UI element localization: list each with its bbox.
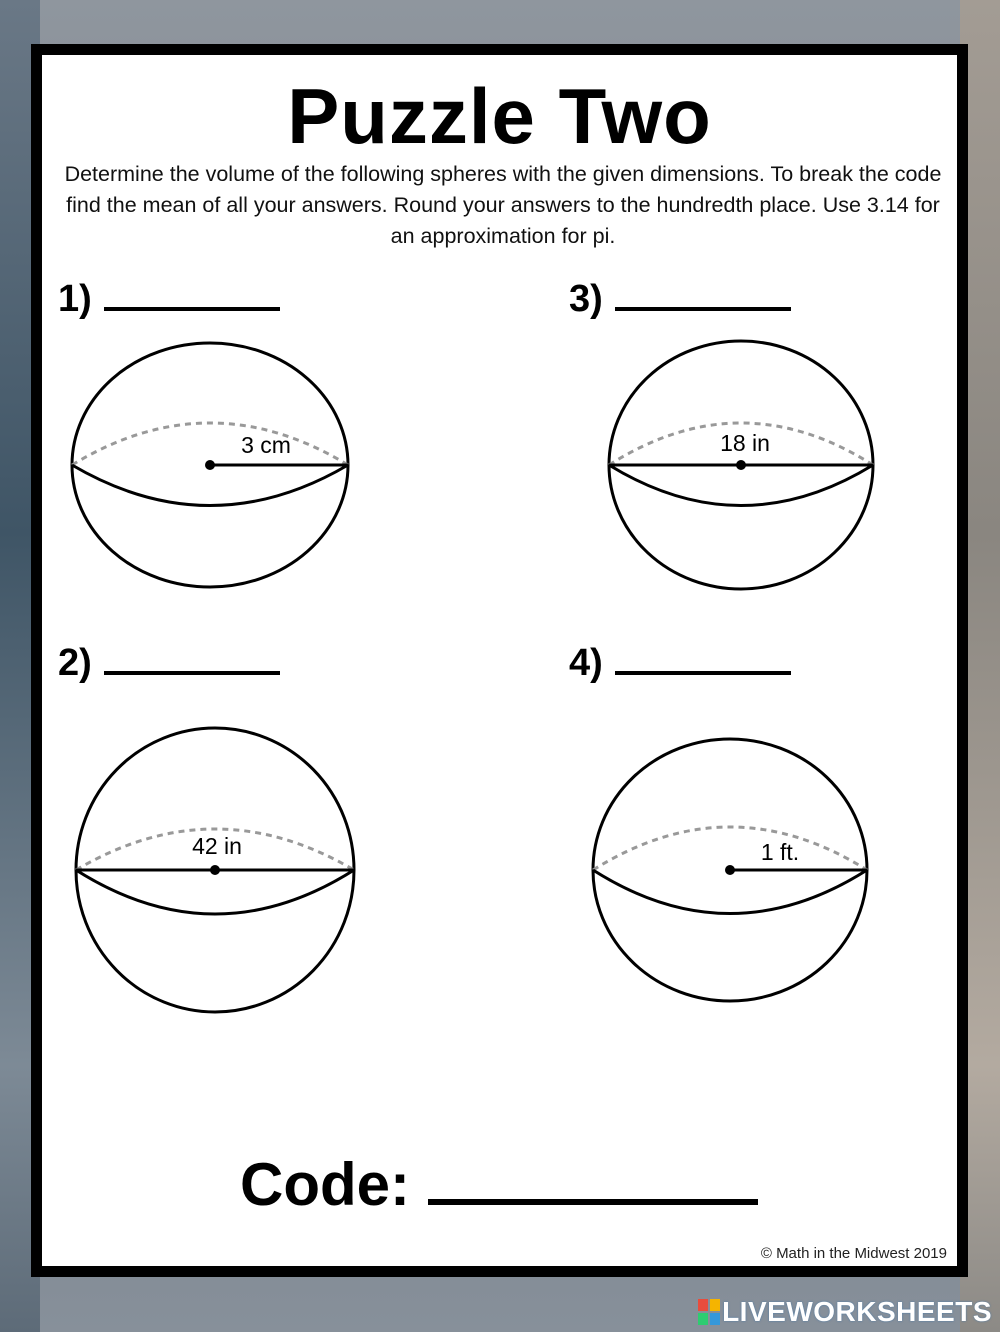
sphere-4	[592, 719, 877, 1009]
brand-name: LIVEWORKSHEETS	[722, 1296, 992, 1327]
code-blank[interactable]	[428, 1153, 758, 1205]
radius-label: 1 ft.	[760, 839, 800, 865]
sphere-2	[72, 723, 362, 1023]
answer-blank[interactable]	[615, 641, 791, 675]
question-3-label	[569, 277, 791, 321]
sphere-3	[597, 331, 882, 596]
question-4-label	[569, 641, 791, 685]
copyright: © Math in the Midwest 2019	[760, 1245, 947, 1262]
code-label	[240, 1150, 758, 1219]
diameter-label: 42 in	[192, 833, 242, 859]
page-title: Puzzle Two	[287, 72, 712, 160]
sphere-1	[62, 331, 352, 591]
question-number: 2)	[58, 642, 92, 684]
answer-blank[interactable]	[615, 277, 791, 311]
question-number: 4)	[569, 642, 603, 684]
question-number: 3)	[569, 278, 603, 320]
diameter-label: 18 in	[720, 430, 770, 456]
liveworksheets-logo-icon	[698, 1299, 720, 1325]
question-number: 1)	[58, 278, 92, 320]
worksheet	[31, 44, 968, 1277]
question-2-label	[58, 641, 280, 685]
answer-blank[interactable]	[104, 641, 280, 675]
answer-blank[interactable]	[104, 277, 280, 311]
radius-label: 3 cm	[241, 432, 291, 458]
code-text: Code:	[240, 1151, 410, 1218]
question-1-label	[58, 277, 280, 321]
instructions: Determine the volume of the following spheres with the given dimensions. To break the code find the mean of all your answers. Round your answers to the hundredth place. Use 3.14 for an approximation for pi.	[64, 162, 942, 248]
